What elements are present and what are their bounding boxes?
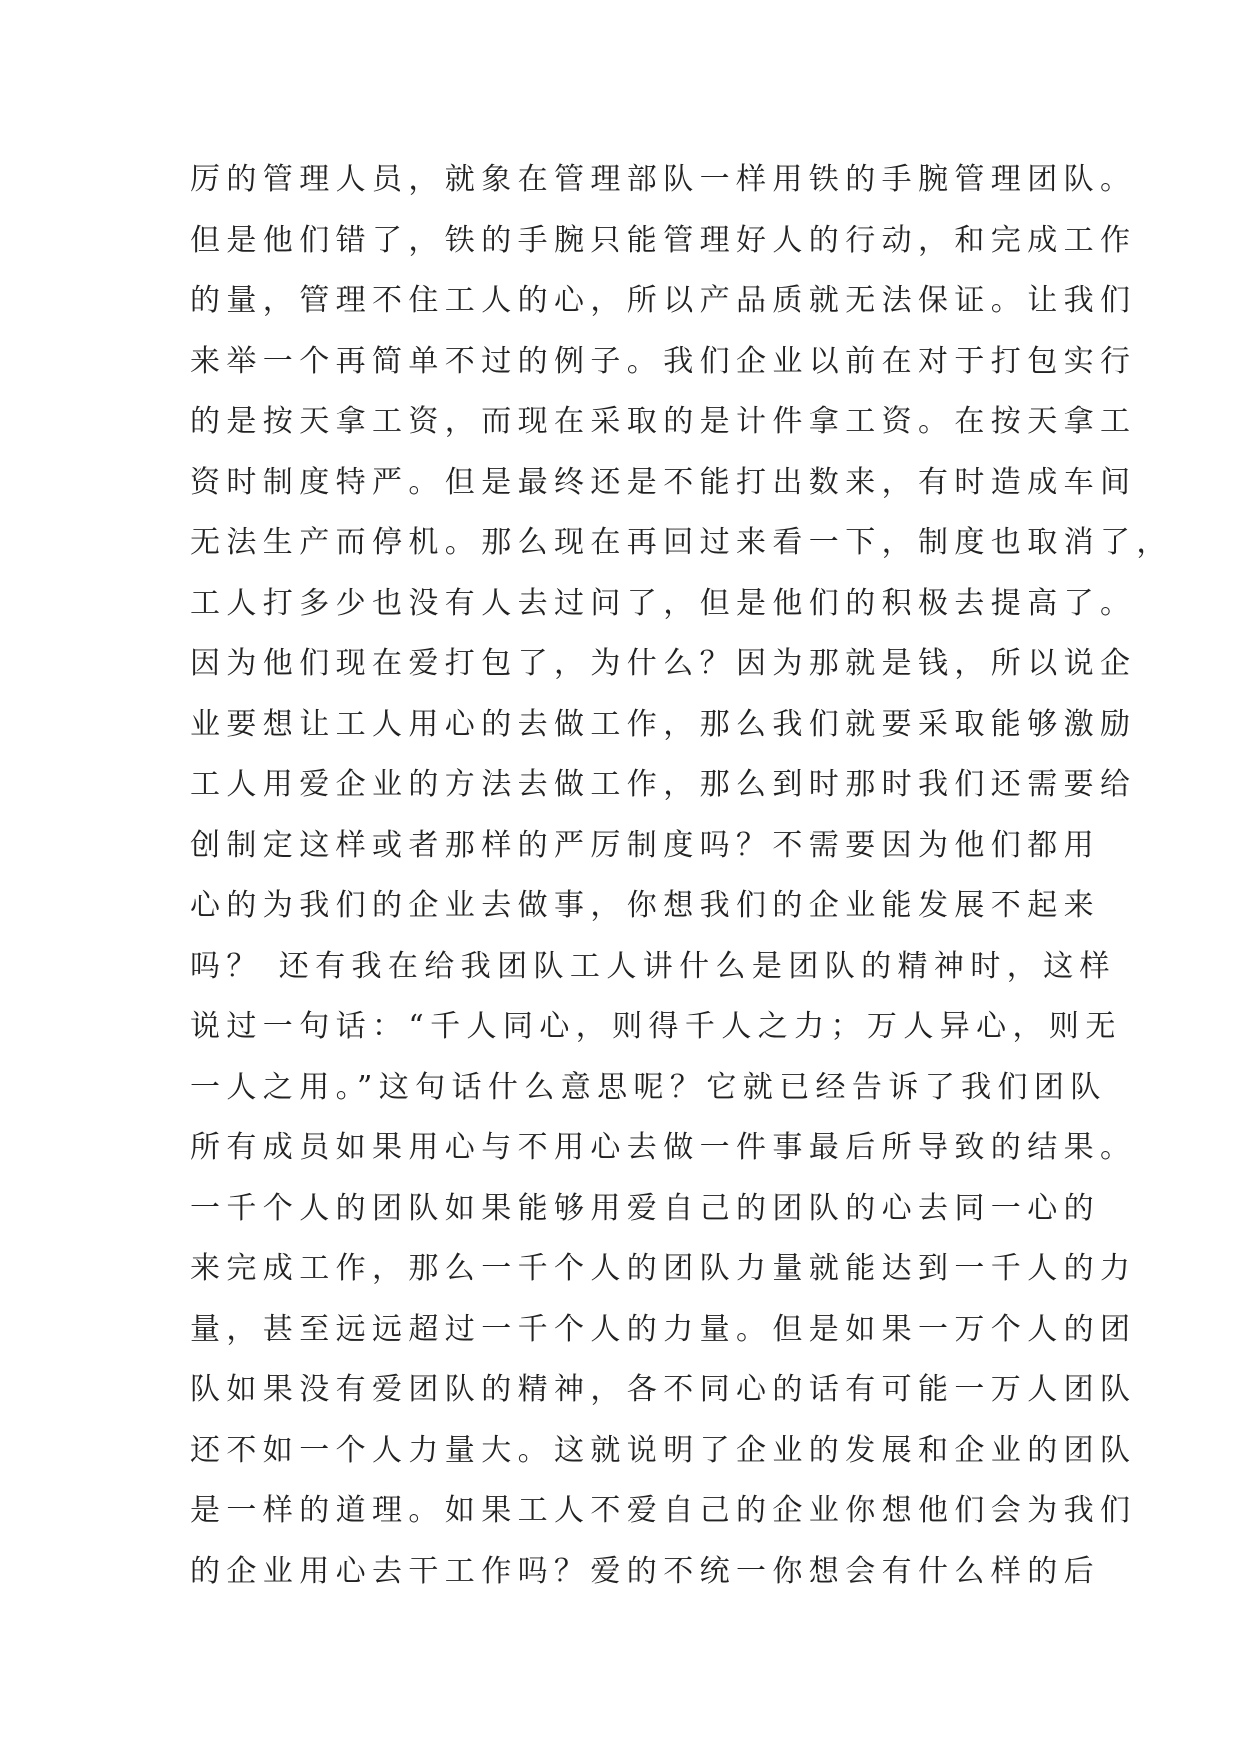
text-line: 业要想让工人用心的去做工作，那么我们就要采取能够激励 xyxy=(190,706,1137,742)
text-line: 队如果没有爱团队的精神，各不同心的话有可能一万人团队 xyxy=(190,1372,1137,1407)
text-line: 说过一句话：“千人同心，则得千人之力；万人异心，则无 xyxy=(190,1009,1122,1044)
text-line: 资时制度特严。但是最终还是不能打出数来，有时造成车间 xyxy=(190,464,1137,500)
text-line: 因为他们现在爱打包了，为什么？因为那就是钱，所以说企 xyxy=(190,646,1137,681)
text-line: 创制定这样或者那样的严厉制度吗？不需要因为他们都用 xyxy=(190,827,1100,863)
text-line: 是一样的道理。如果工人不爱自己的企业你想他们会为我们 xyxy=(190,1493,1137,1528)
text-line: 所有成员如果用心与不用心去做一件事最后所导致的结果。 xyxy=(190,1130,1137,1165)
text-line: 来完成工作，那么一千个人的团队力量就能达到一千人的力 xyxy=(190,1251,1137,1286)
text-line: 来举一个再简单不过的例子。我们企业以前在对于打包实行 xyxy=(190,343,1137,379)
text-line: 心的为我们的企业去做事，你想我们的企业能发展不起来 xyxy=(190,888,1100,923)
text-line: 的是按天拿工资，而现在采取的是计件拿工资。在按天拿工 xyxy=(190,404,1137,439)
text-line: 工人打多少也没有人去过问了，但是他们的积极去提高了。 xyxy=(190,585,1137,621)
text-line: 一人之用。”这句话什么意思呢？它就已经告诉了我们团队 xyxy=(190,1069,1107,1105)
text-line: 量，甚至远远超过一千个人的力量。但是如果一万个人的团 xyxy=(190,1311,1137,1347)
text-line: 还不如一个人力量大。这就说明了企业的发展和企业的团队 xyxy=(190,1432,1137,1468)
text-line: 厉的管理人员，就象在管理部队一样用铁的手腕管理团队。 xyxy=(190,162,1137,197)
body-text xyxy=(190,150,1173,1602)
text-line: 无法生产而停机。那么现在再回过来看一下，制度也取消了， xyxy=(190,525,1173,560)
text-line: 但是他们错了，铁的手腕只能管理好人的行动，和完成工作 xyxy=(190,222,1137,258)
text-line: 的量，管理不住工人的心，所以产品质就无法保证。让我们 xyxy=(190,283,1137,318)
text-line: 一千个人的团队如果能够用爱自己的团队的心去同一心的 xyxy=(190,1190,1100,1226)
text-line: 吗？ 还有我在给我团队工人讲什么是团队的精神时，这样 xyxy=(190,948,1116,984)
text-line: 的企业用心去干工作吗？爱的不统一你想会有什么样的后 xyxy=(190,1553,1100,1589)
text-line: 工人用爱企业的方法去做工作，那么到时那时我们还需要给 xyxy=(190,767,1137,802)
